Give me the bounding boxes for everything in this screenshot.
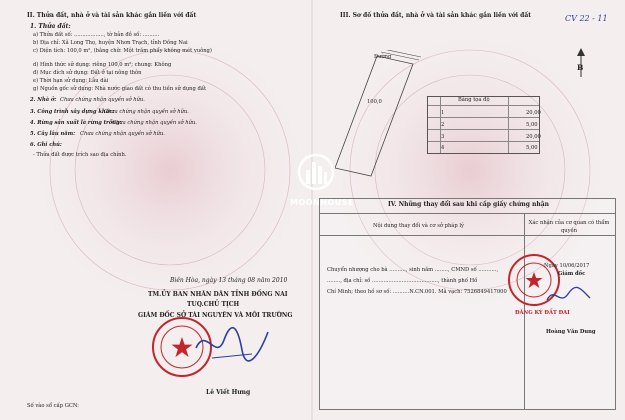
section-2-title: II. Thửa đất, nhà ở và tài sản khác gắn liền với đất (27, 12, 197, 19)
section-3-title: III. Sơ đồ thửa đất, nhà ở và tài sản khác gắn liền với đất (340, 12, 532, 19)
change-entry-line: Chuyển nhượng cho bà .........., sinh năm ........, CMND số ..........., (327, 267, 499, 273)
other-item-value: Chưa chứng nhận quyền sở hữu. (104, 109, 189, 115)
sign-title-3: GIÁM ĐỐC SỞ TÀI NGUYÊN VÀ MÔI TRƯỜNG (138, 312, 293, 319)
road-label: Đường (374, 54, 392, 60)
column-content-header: Nội dung thay đổi và cơ sở pháp lý (373, 223, 464, 229)
sign-title-2: TUQ.CHỦ TỊCH (187, 301, 240, 308)
coord-value: 5,00 (526, 145, 538, 151)
note-line: - Thửa đất được trích sao địa chính. (33, 152, 127, 158)
land-heading: 1. Thửa đất: (30, 23, 71, 30)
other-item-value: Chưa chứng nhận quyền sở hữu. (112, 120, 197, 126)
land-line-c: c) Diện tích: 100,0 m², (bằng chữ: Một trăm phẩy không mét vuông) (33, 48, 212, 54)
change-entry-line: Chí Minh; theo hồ sơ số: ..........N.CN.001. Mã vạch: 7526849417000 (327, 289, 507, 295)
coordinate-table-header: Bảng tọa độ (458, 97, 490, 103)
gcn-book-number: Số vào sổ cấp GCN: (27, 403, 79, 409)
coord-point: 1 (441, 110, 445, 116)
land-line-d: d) Hình thức sử dụng: riêng 100,0 m²; chung: Không (33, 62, 172, 68)
handwritten-reference: CV 22 - 11 (565, 14, 608, 23)
other-item-label: 4. Rừng sản xuất là rừng trồng: (30, 120, 122, 126)
other-item-value: Chưa chứng nhận quyền sở hữu. (80, 131, 165, 137)
coord-point: 2 (441, 122, 445, 128)
director-signature (192, 318, 272, 368)
coord-value: 5,00 (526, 122, 538, 128)
parcel-area-label: 100,0 (367, 99, 382, 105)
coord-point: 3 (441, 134, 445, 140)
house-heading: 2. Nhà ở: (30, 97, 57, 103)
coord-point: 4 (441, 145, 445, 151)
sign-title-1: TM.ỦY BAN NHÂN DÂN TỈNH ĐỒNG NAI (148, 291, 288, 298)
coord-value: 20,00 (526, 134, 541, 140)
column-confirm-header: Xác nhận của cơ quan có thẩm quyền (528, 220, 610, 234)
land-line-g: g) Nguồn gốc sử dụng: Nhà nước giao đất có thu tiền sử dụng đất (33, 86, 207, 92)
officer-signature (544, 282, 594, 310)
confirm-date: Ngày 10/06/2017 (544, 263, 590, 269)
watermark-text: MOONHOUSE (290, 198, 354, 207)
confirm-signer-name: Hoàng Văn Dung (546, 329, 596, 335)
land-line-dd: đ) Mục đích sử dụng: Đất ở tại nông thôn (33, 70, 142, 76)
other-item-label: 3. Công trình xây dựng khác: (30, 109, 115, 115)
other-item-label: 5. Cây lâu năm: (30, 131, 75, 137)
land-line-a: a) Thửa đất số: .................., tờ bản đồ số: .......... (33, 32, 160, 38)
section-4-title: IV. Những thay đổi sau khi cấp giấy chứng nhận (388, 201, 549, 208)
land-line-b: b) Địa chỉ: Xã Long Thọ, huyện Nhơn Trạch, tỉnh Đồng Nai (33, 40, 188, 46)
land-line-e: e) Thời hạn sử dụng: Lâu dài (33, 78, 109, 84)
parcel-sketch (335, 50, 425, 190)
stamp-text: ĐĂNG KÝ ĐẤT ĐAI (515, 310, 570, 316)
watermark-logo-icon (296, 150, 336, 196)
signer-name: Lê Viết Hưng (206, 389, 251, 396)
coord-value: 20,00 (526, 110, 541, 116)
north-label: B (577, 63, 584, 72)
other-item-label: 6. Ghi chú: (30, 142, 62, 148)
change-entry-line: ........, địa chỉ: số ........................................, thành phố Hồ (327, 278, 478, 284)
confirm-role: Giám đốc (558, 271, 586, 277)
issue-date: Biên Hòa, ngày 13 tháng 08 năm 2010 (170, 277, 288, 284)
house-value: Chưa chứng nhận quyền sở hữu. (60, 97, 145, 103)
